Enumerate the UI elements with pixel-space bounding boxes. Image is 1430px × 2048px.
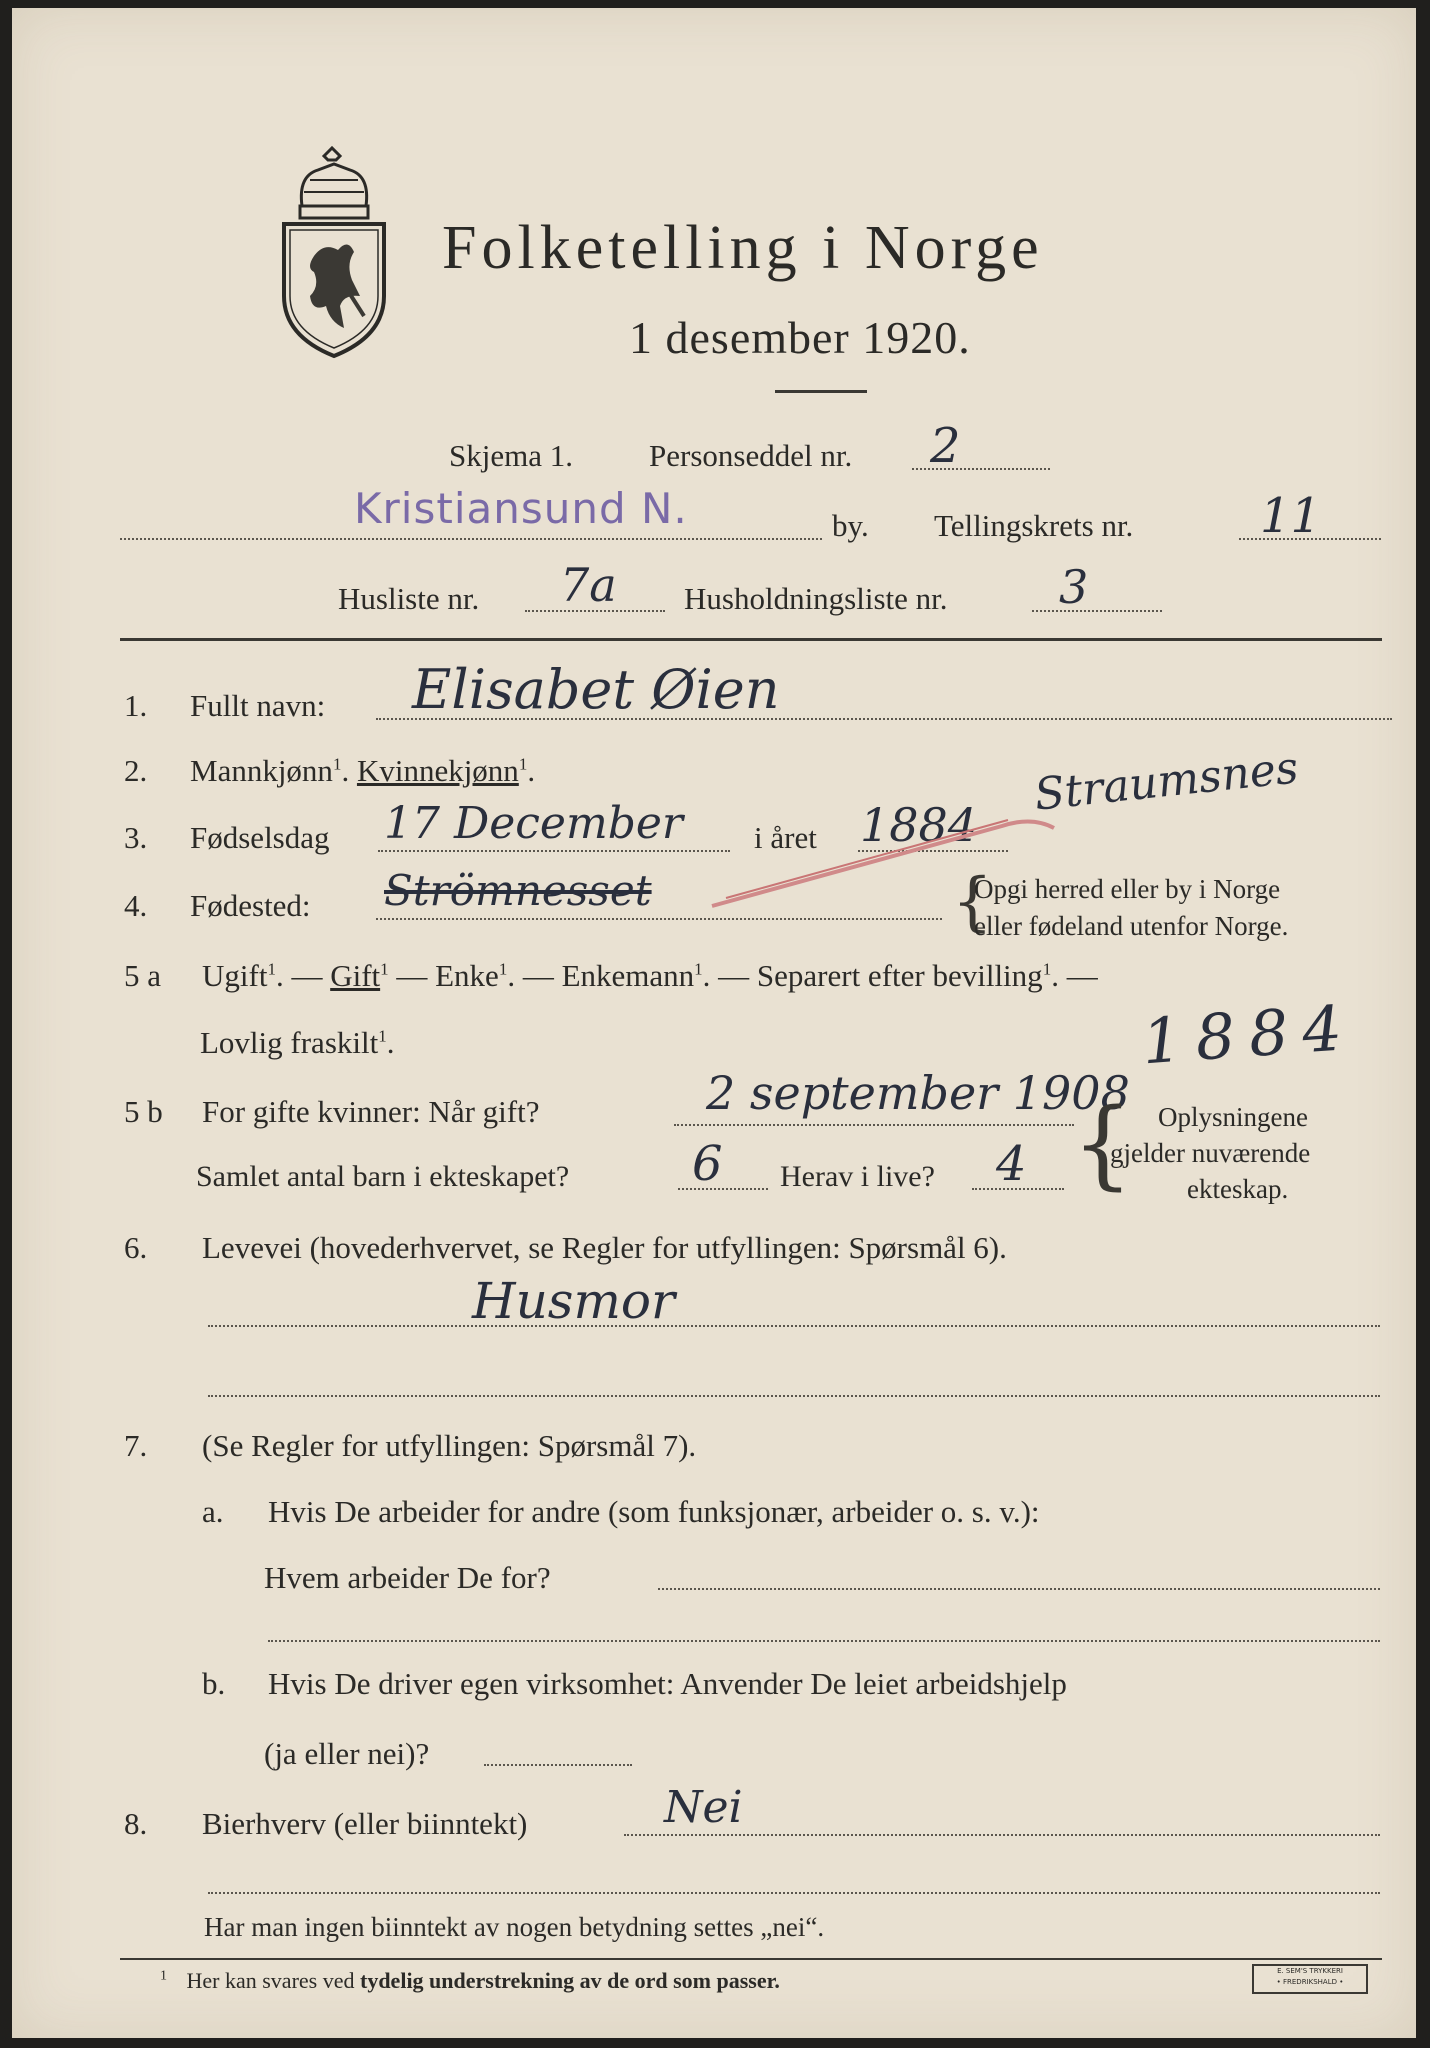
full-name-value[interactable]: Elisabet Øien bbox=[412, 658, 780, 721]
dash: — bbox=[718, 958, 750, 993]
footnote-sup: 1 bbox=[380, 959, 389, 979]
footnote-sup: 1 bbox=[694, 959, 703, 979]
husholdning-value[interactable]: 3 bbox=[1059, 560, 1089, 614]
year-margin-note: 1884 bbox=[1139, 990, 1359, 1079]
birthplace-correction: Straumsnes bbox=[1032, 742, 1301, 821]
q3-label: Fødselsdag bbox=[190, 820, 330, 855]
q8-line bbox=[624, 1834, 1380, 1836]
q7a-line2: Hvem arbeider De for? bbox=[264, 1560, 551, 1595]
q5b-alive-label: Herav i live? bbox=[780, 1160, 935, 1193]
printer-line1: E. SEM'S TRYKKERI bbox=[1277, 1967, 1343, 1975]
husholdning-line bbox=[1032, 610, 1162, 612]
q6-number: 6. bbox=[124, 1230, 148, 1265]
personseddel-label: Personseddel nr. bbox=[649, 438, 853, 473]
husholdning-label: Husholdningsliste nr. bbox=[684, 581, 948, 616]
footnote-sup: 1 bbox=[378, 1026, 387, 1046]
q5b-note-text: gjelder nuværende bbox=[1110, 1138, 1311, 1168]
q6-label: Levevei (hovederhvervet, se Regler for utfyllingen: Spørsmål 6). bbox=[202, 1230, 1007, 1265]
printer-line2: • FREDRIKSHALD • bbox=[1276, 1978, 1344, 1986]
q5a-options: Ugift$^1$. — Gift$^1$ — Enke$^1$. — Enkemann$^1$. — Separert efter bevilling$^1$. — bbox=[202, 958, 1098, 993]
female-option[interactable]: Kvinnekjønn bbox=[356, 753, 519, 788]
q2-male bbox=[190, 753, 535, 789]
q4-note-line2: eller fødeland utenfor Norge. bbox=[974, 911, 1289, 941]
q7-label: (Se Regler for utfyllingen: Spørsmål 7). bbox=[202, 1428, 697, 1463]
q7b-line2: (ja eller nei)? bbox=[264, 1736, 430, 1771]
q3-year-label: i året bbox=[754, 820, 817, 855]
separator: . bbox=[527, 753, 536, 788]
q2-number: 2. bbox=[124, 753, 148, 788]
q6-line2 bbox=[208, 1395, 1380, 1397]
title-divider bbox=[775, 390, 867, 393]
q1-number: 1. bbox=[124, 688, 148, 723]
birth-year-value[interactable]: 1884 bbox=[860, 798, 978, 852]
q7b-number: b. bbox=[202, 1666, 226, 1701]
header-rule bbox=[120, 638, 1382, 641]
children-count-value[interactable]: 6 bbox=[692, 1136, 723, 1192]
dash: — bbox=[522, 958, 554, 993]
q4-number: 4. bbox=[124, 888, 148, 923]
q5b-married-line bbox=[674, 1124, 1074, 1126]
footer-note: Har man ingen biinntekt av nogen betydning settes „nei“. bbox=[204, 1912, 825, 1942]
q8-line2 bbox=[208, 1892, 1380, 1894]
fraskilt-option[interactable]: Lovlig fraskilt bbox=[200, 1025, 379, 1060]
dash: — bbox=[1066, 958, 1098, 993]
q4-line bbox=[376, 918, 942, 920]
separator: . bbox=[341, 753, 350, 788]
by-label: by. bbox=[832, 508, 869, 543]
dash: — bbox=[396, 958, 428, 993]
husliste-label: Husliste nr. bbox=[338, 581, 480, 616]
q3-day-line bbox=[378, 850, 730, 852]
footnote-sup: 1 bbox=[267, 959, 276, 979]
form-title: Folketelling i Norge bbox=[442, 214, 1044, 282]
q8-label: Bierhverv (eller biinntekt) bbox=[202, 1806, 528, 1841]
separert-option[interactable]: Separert efter bevilling bbox=[756, 958, 1043, 993]
city-line bbox=[120, 538, 822, 540]
footnote bbox=[160, 1968, 780, 1994]
footer-rule bbox=[120, 1958, 1382, 1960]
enke-option[interactable]: Enke bbox=[435, 958, 499, 993]
q7-number: 7. bbox=[124, 1428, 148, 1463]
footnote-text: Her kan svares ved bbox=[186, 1968, 355, 1993]
q5b-note-line1: Oplysningene bbox=[1158, 1102, 1308, 1132]
q7b-answer-line[interactable] bbox=[484, 1764, 632, 1766]
q5a-fraskilt: Lovlig fraskilt$^1$. bbox=[200, 1025, 395, 1060]
male-option[interactable]: Mannkjønn bbox=[190, 753, 333, 788]
footnote-sup: 1 bbox=[1042, 959, 1052, 979]
birthday-value[interactable]: 17 December bbox=[384, 798, 683, 849]
q3-number: 3. bbox=[124, 820, 148, 855]
ugift-option[interactable]: Ugift bbox=[202, 958, 268, 993]
q5b-brace: { bbox=[1072, 1088, 1134, 1200]
q8-number: 8. bbox=[124, 1806, 148, 1841]
q7b-line1: Hvis De driver egen virksomhet: Anvender De leiet arbeidshjelp bbox=[268, 1666, 1067, 1701]
enkemann-option[interactable]: Enkemann bbox=[561, 958, 695, 993]
q7a-line1: Hvis De arbeider for andre (som funksjonær, arbeider o. s. v.): bbox=[268, 1494, 1040, 1529]
coat-of-arms-icon bbox=[274, 146, 394, 361]
side-income-value[interactable]: Nei bbox=[664, 1782, 743, 1833]
tellingskrets-value[interactable]: 11 bbox=[1260, 488, 1322, 544]
occupation-value[interactable]: Husmor bbox=[472, 1272, 675, 1330]
q7a-number: a. bbox=[202, 1494, 224, 1529]
q5b-number: 5 b bbox=[124, 1094, 163, 1129]
footnote-sup: 1 bbox=[332, 754, 342, 774]
q5b-children-label: Samlet antal barn i ekteskapet? bbox=[196, 1160, 570, 1193]
q5b-label: For gifte kvinner: Når gift? bbox=[202, 1094, 540, 1129]
form-date: 1 desember 1920. bbox=[629, 312, 971, 363]
footnote-mark: 1 bbox=[160, 1968, 167, 1984]
printer-mark bbox=[1252, 1964, 1368, 1994]
gift-option[interactable]: Gift bbox=[330, 958, 381, 993]
children-alive-value[interactable]: 4 bbox=[996, 1136, 1027, 1192]
footnote-sup: 1 bbox=[498, 959, 508, 979]
q5a-number: 5 a bbox=[124, 958, 162, 993]
census-form bbox=[12, 8, 1416, 2038]
footnote-sup: 1 bbox=[518, 754, 528, 774]
tellingskrets-label: Tellingskrets nr. bbox=[934, 508, 1134, 543]
birthplace-value[interactable]: Strömnesset bbox=[384, 866, 652, 915]
q5b-note-line3: ekteskap. bbox=[1187, 1174, 1289, 1204]
city-stamp: Kristiansund N. bbox=[354, 484, 688, 533]
q5b-note-line2 bbox=[1110, 1138, 1310, 1169]
q4-note-line1: Opgi herred eller by i Norge bbox=[974, 874, 1281, 904]
husliste-value[interactable]: 7a bbox=[560, 558, 617, 612]
q4-label: Fødested: bbox=[190, 888, 311, 923]
q1-label: Fullt navn: bbox=[190, 688, 326, 723]
personseddel-value[interactable]: 2 bbox=[930, 418, 961, 474]
q7a-answer-line[interactable] bbox=[658, 1588, 1380, 1590]
footnote-emphasis: tydelig understrekning av de ord som passer. bbox=[360, 1968, 780, 1993]
married-date-value[interactable]: 2 september 1908 bbox=[706, 1066, 1130, 1120]
dash: — bbox=[291, 958, 323, 993]
q7a-answer-line2[interactable] bbox=[268, 1640, 1380, 1642]
q6-line1 bbox=[208, 1325, 1380, 1327]
q4-brace: { bbox=[952, 865, 993, 939]
schema-label: Skjema 1. bbox=[449, 438, 573, 473]
